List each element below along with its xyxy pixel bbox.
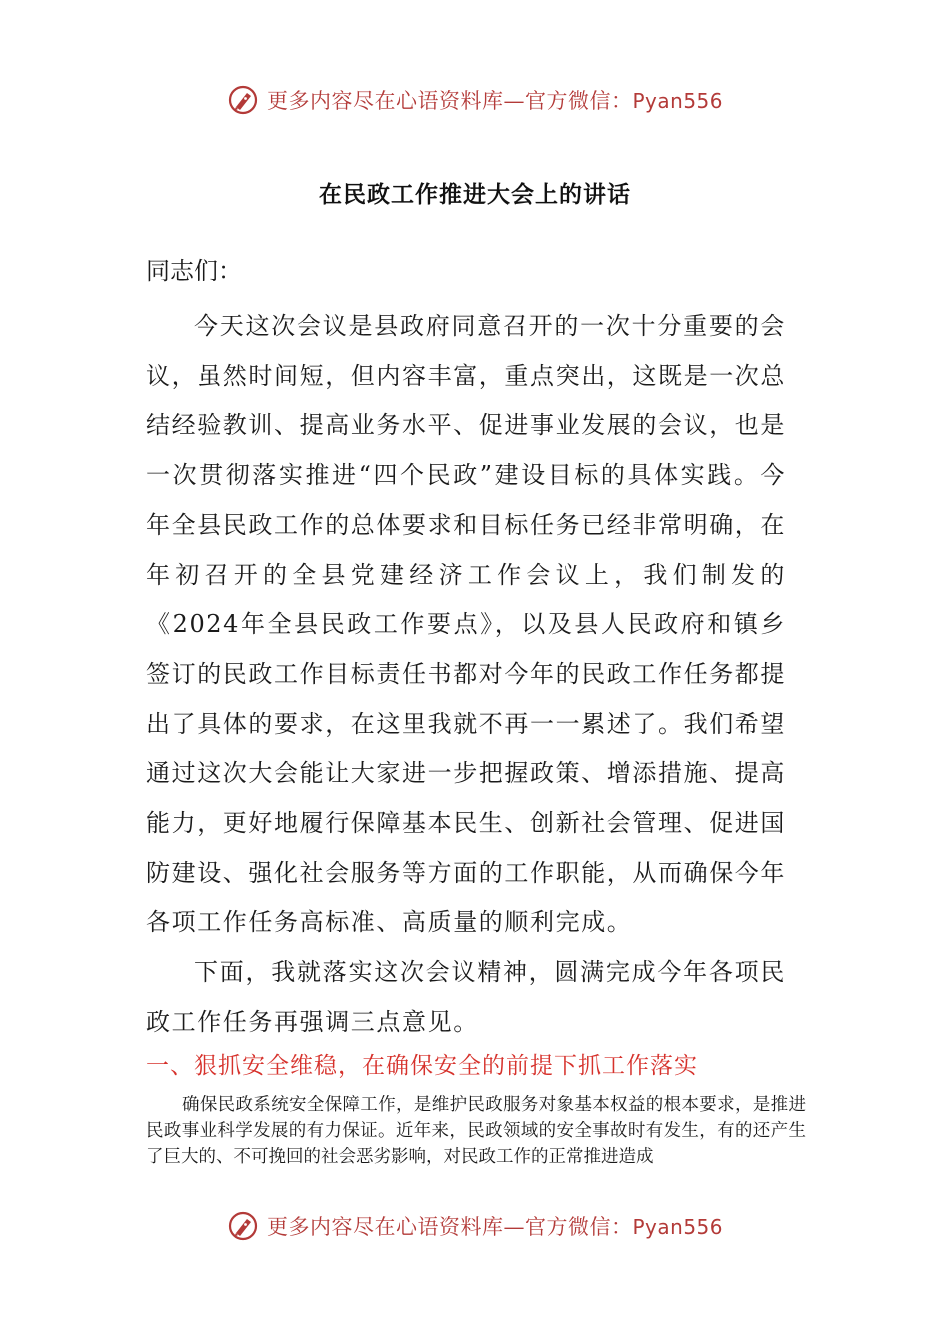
watermark-text [267, 1211, 723, 1241]
watermark-brand: 更多内容尽在心语资料库 [266, 89, 504, 113]
paragraph-2: 下面，我就落实这次会议精神，圆满完成今年各项民政工作任务再强调三点意见。 [146, 958, 786, 1036]
pen-nib-logo-icon [227, 84, 259, 116]
paragraph-1: 今天这次会议是县政府同意召开的一次十分重要的会议，虽然时间短，但内容丰富，重点突出，这既是一次总结经验教训、提高业务水平、促进事业发展的会议，也是一次贯彻落实推进“四个民政”建设目标的具体实践。今年全县民政工作的总体要求和目标任务已经非常明确，在年初召开的全县党建经济工作会议上，我们制发的《2024年全县民政工作要点》，以及县人民政府和镇乡签订的民政工作目标责任书都对今年的民政工作任务都提出了具体的要求，在这里我就不再一一累述了。我们希望通过这次大会能让大家进一步把握政策、增添措施、提高能力，更好地履行保障基本民生、创新社会管理、促进国防建设、强化社会服务等方面的工作职能，从而确保今年各项工作任务高标准、高质量的顺利完成。 [146, 312, 786, 937]
salutation: 同志们： [146, 257, 242, 285]
watermark-label: 官方微信： [524, 89, 633, 113]
section-1-heading: 一、狠抓安全维稳，在确保安全的前提下抓工作落实 [146, 1053, 698, 1079]
section-1-paragraph: 确保民政系统安全保障工作，是维护民政服务对象基本权益的根本要求，是推进民政事业科学发展的有力保证。近年来，民政领域的安全事故时有发生，有的还产生了巨大的、不可挽回的社会恶劣影响，对民政工作的正常推进造成 [146, 1095, 806, 1167]
watermark-id: Pyan556 [632, 1215, 723, 1239]
document-title: 在民政工作推进大会上的讲话 [319, 182, 631, 208]
watermark-id: Pyan556 [632, 89, 723, 113]
watermark-label: 官方微信： [524, 1215, 633, 1239]
watermark-text [267, 85, 723, 115]
watermark-dash: — [503, 1215, 525, 1239]
watermark-brand: 更多内容尽在心语资料库 [266, 1215, 504, 1239]
pen-nib-logo-icon [227, 1210, 259, 1242]
document-body [146, 252, 786, 1048]
footer-watermark [0, 1210, 950, 1242]
header-watermark [0, 84, 950, 116]
watermark-dash: — [503, 89, 525, 113]
